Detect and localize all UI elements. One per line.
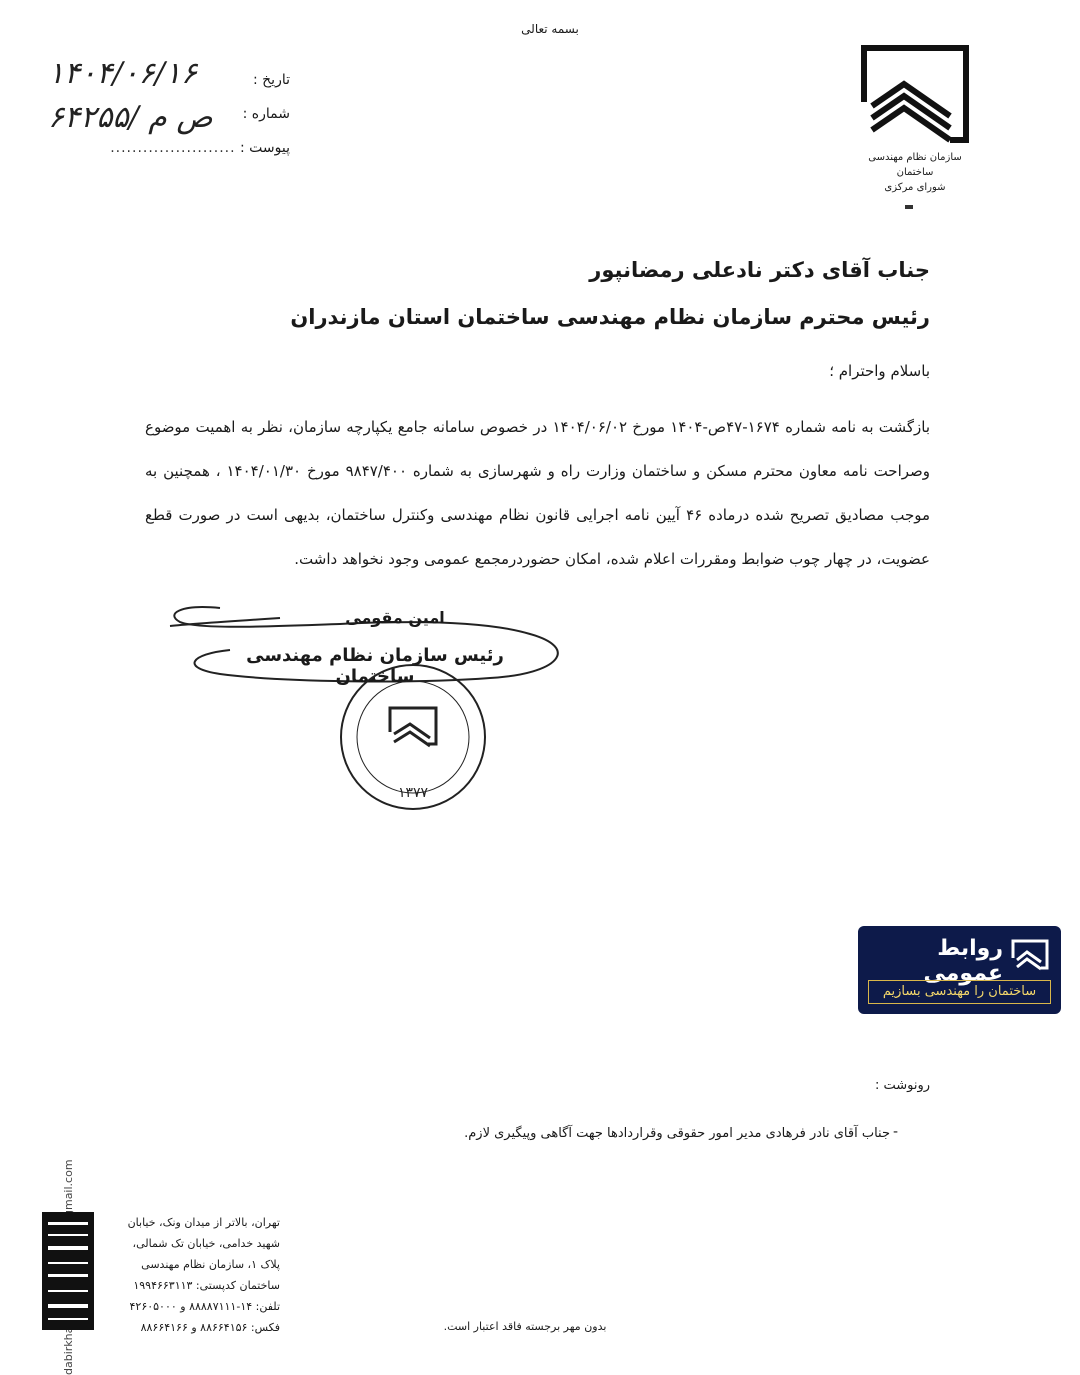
basmala: بسمه تعالی bbox=[521, 22, 579, 36]
signer-title: رئیس سازمان نظام مهندسی ساختمان bbox=[246, 645, 504, 687]
cc-dash: - bbox=[892, 1124, 898, 1140]
body-paragraph: بازگشت به نامه شماره ۱۶۷۴-۴۷ص-۱۴۰۴ مورخ ۱۴۰۴/۰۶/۰۲ در خصوص سامانه جامع یکپارچه سازمان، نظر به اهمیت موضوع وصراحت نامه معاون محترم مسکن و ساختمان وزارت راه و شهرسازی به شماره ۹۸۴۷/۴۰۰ مورخ ۱۴۰۴/۰۱/۳۰ ، همچنین به موجب مصادیق تصریح شده درماده ۴۶ آیین نامه اجرایی قانون نظام مهندسی وکنترل ساختمان، بدیهی است در صورت قطع عضویت، در چهار چوب ضوابط ومقررات اعلام شده، امکان حضوردرمجمع عمومی وجود نخواهد داشت. bbox=[145, 418, 931, 568]
address-block bbox=[80, 1212, 280, 1338]
addressee-line1: جناب آقای دکتر نادعلی رمضانپور bbox=[589, 258, 930, 282]
date-value: ۱۴۰۴/۰۶/۱۶ bbox=[48, 56, 198, 91]
attachment-row bbox=[110, 140, 290, 156]
address-line: شهید خدامی، خیابان تک شمالی، bbox=[132, 1237, 280, 1250]
address-line: تهران، بالاتر از میدان ونک، خیابان bbox=[127, 1216, 280, 1229]
badge-subtitle: ساختمان را مهندسی بسازیم bbox=[868, 980, 1051, 1004]
number-label: شماره : bbox=[242, 106, 290, 122]
org-name-line1: سازمان نظام مهندسی ساختمان bbox=[868, 152, 962, 178]
greeting: باسلام واحترام ؛ bbox=[829, 362, 930, 380]
building-icon bbox=[1009, 938, 1051, 972]
addressee-line2: رئیس محترم سازمان نظام مهندسی ساختمان استان مازندران bbox=[290, 305, 930, 329]
org-name-line2: شورای مرکزی bbox=[884, 182, 946, 193]
date-row bbox=[253, 72, 290, 88]
official-stamp bbox=[338, 662, 488, 812]
public-relations-badge bbox=[858, 926, 1061, 1014]
divider-mark bbox=[905, 205, 913, 209]
date-label: تاریخ : bbox=[252, 72, 290, 88]
number-value: ۶۴۲۵۵/ ص م bbox=[48, 100, 213, 135]
cc-label: رونوشت : bbox=[874, 1078, 930, 1093]
footer-note: بدون مهر برجسته فاقد اعتبار است. bbox=[443, 1320, 607, 1333]
badge-title: روابط عمومی bbox=[923, 936, 1003, 986]
address-line: پلاک ۱، سازمان نظام مهندسی bbox=[141, 1258, 280, 1271]
signer-name: امین مقومی bbox=[345, 608, 445, 627]
stamp-year: ۱۳۷۷ bbox=[397, 785, 429, 801]
org-name bbox=[850, 150, 980, 195]
attachment-label: پیوست : bbox=[240, 140, 290, 156]
address-line: تلفن: ۱۴-۸۸۸۸۷۱۱۱ و ۴۲۶۰۵۰۰۰ bbox=[129, 1300, 280, 1313]
address-line: فکس: ۸۸۶۶۴۱۵۶ و ۸۸۶۶۴۱۶۶ bbox=[140, 1321, 280, 1334]
attachment-dots: ....................... bbox=[110, 140, 236, 156]
cc-item: جناب آقای نادر فرهادی مدیر امور حقوقی وقراردادها جهت آگاهی وپیگیری لازم. bbox=[464, 1126, 890, 1141]
number-row bbox=[243, 106, 290, 122]
address-line: ساختمان کدپستی: ۱۹۹۴۶۶۳۱۱۳ bbox=[133, 1279, 280, 1292]
